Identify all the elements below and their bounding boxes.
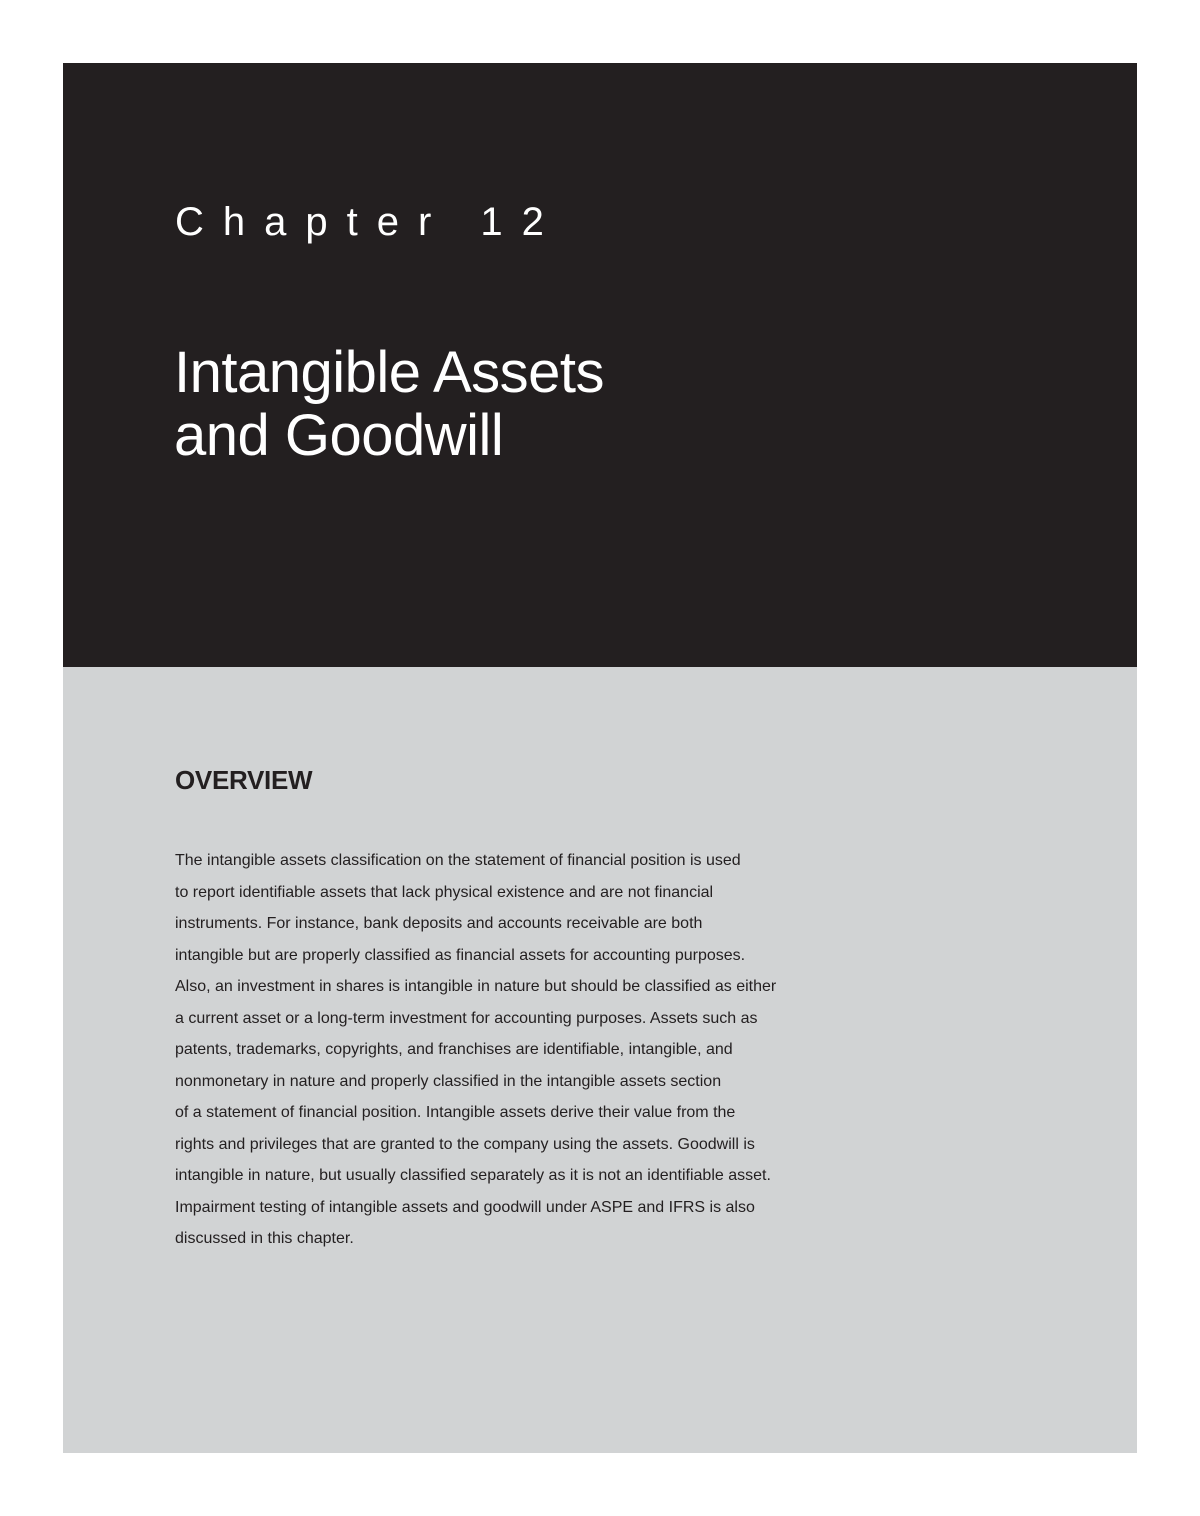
chapter-title <box>174 341 604 467</box>
overview-line: The intangible assets classification on the statement of financial position is used <box>175 852 741 869</box>
overview-paragraph <box>175 845 855 1255</box>
overview-line: to report identifiable assets that lack physical existence and are not financial <box>175 883 714 901</box>
overview-line: intangible but are properly classified as financial assets for accounting purposes. <box>175 946 746 964</box>
chapter-title-line: Intangible Assets <box>174 340 605 405</box>
overview-line: intangible in nature, but usually classified separately as it is not an identifiable asset. <box>175 1167 771 1184</box>
chapter-header-panel <box>63 63 1137 667</box>
overview-panel <box>63 667 1137 1453</box>
overview-line: Impairment testing of intangible assets and goodwill under ASPE and IFRS is also <box>175 1198 755 1216</box>
overview-line: rights and privileges that are granted to the company using the assets. Goodwill is <box>175 1135 755 1153</box>
overview-line: instruments. For instance, bank deposits and accounts receivable are both <box>175 915 703 932</box>
overview-line: discussed in this chapter. <box>175 1230 354 1247</box>
overview-heading: OVERVIEW <box>175 765 313 795</box>
overview-line: of a statement of financial position. Intangible assets derive their value from the <box>175 1104 736 1121</box>
overview-line: patents, trademarks, copyrights, and franchises are identifiable, intangible, and <box>175 1041 733 1058</box>
chapter-number: Chapter 12 <box>175 200 563 244</box>
chapter-title-line: and Goodwill <box>174 403 504 468</box>
overview-line: nonmonetary in nature and properly classified in the intangible assets section <box>175 1072 722 1090</box>
overview-line: a current asset or a long-term investment for accounting purposes. Assets such as <box>175 1009 758 1027</box>
overview-line: Also, an investment in shares is intangible in nature but should be classified as either <box>175 978 777 995</box>
